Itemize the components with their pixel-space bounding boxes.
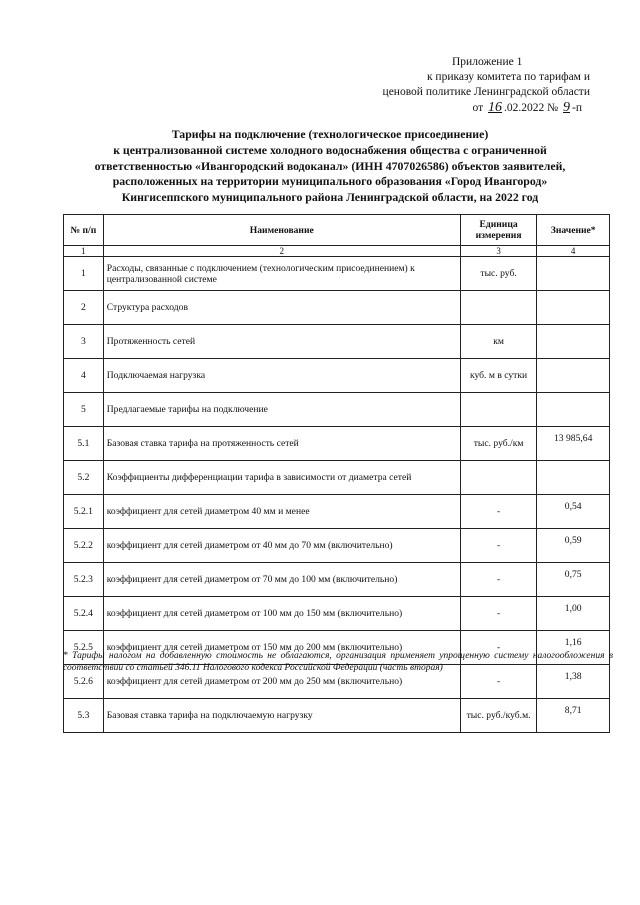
- row-value: 1,00: [537, 597, 610, 631]
- footnote: * Тарифы налогом на добавленную стоимость не облагаются, организация применяет упрощенную систему налогообложения в соответствии со статьей 346.11 Налогового кодекса Российской Федерации (часть вторая): [63, 651, 613, 673]
- row-name: Предлагаемые тарифы на подключение: [103, 393, 460, 427]
- appendix-order-line: к приказу комитета по тарифам и: [426, 71, 590, 83]
- row-value: 0,75: [537, 563, 610, 597]
- appendix-title: Приложение 1: [452, 56, 523, 68]
- order-number: 9: [563, 100, 571, 115]
- header-num: № п/п: [64, 215, 104, 246]
- row-unit: тыс. руб./км: [460, 427, 537, 461]
- row-num: 5.3: [64, 699, 104, 733]
- row-unit: [460, 393, 537, 427]
- row-num: 1: [64, 257, 104, 291]
- row-num: 3: [64, 325, 104, 359]
- row-unit: [460, 461, 537, 495]
- row-value: 0,59: [537, 529, 610, 563]
- table-row: [64, 563, 610, 597]
- header-unit: Единица измерения: [460, 215, 537, 246]
- row-value: [537, 359, 610, 393]
- table-header-row: [64, 215, 610, 246]
- column-number-row: [64, 246, 610, 257]
- row-name: Коэффициенты дифференциации тарифа в зависимости от диаметра сетей: [103, 461, 460, 495]
- table-row: [64, 325, 610, 359]
- row-num: 5.2.2: [64, 529, 104, 563]
- row-num: 5: [64, 393, 104, 427]
- row-num: 5.2.5: [64, 631, 104, 665]
- row-unit: -: [460, 563, 537, 597]
- row-name: коэффициент для сетей диаметром от 150 мм до 200 мм (включительно): [103, 631, 460, 665]
- title-line-2: к централизованной системе холодного водоснабжения общества с ограниченной: [113, 142, 547, 157]
- row-num: 5.2.4: [64, 597, 104, 631]
- table-row: [64, 461, 610, 495]
- col-number-1: 1: [64, 246, 104, 257]
- title-line-1: Тарифы на подключение (технологическое присоединение): [171, 127, 489, 141]
- row-unit: -: [460, 631, 537, 665]
- row-num: 5.2.1: [64, 495, 104, 529]
- row-unit: куб. м в сутки: [460, 359, 537, 393]
- row-value: [537, 393, 610, 427]
- row-unit: -: [460, 495, 537, 529]
- table-row: [64, 597, 610, 631]
- row-num: 5.2: [64, 461, 104, 495]
- appendix-date-line: [360, 100, 590, 116]
- row-value: 8,71: [537, 699, 610, 733]
- row-num: 5.2.3: [64, 563, 104, 597]
- row-value: 0,54: [537, 495, 610, 529]
- row-unit: тыс. руб.: [460, 257, 537, 291]
- row-value: 1,38: [537, 665, 610, 699]
- table-row: [64, 495, 610, 529]
- table-row: [64, 427, 610, 461]
- row-value: [537, 257, 610, 291]
- header-value: Значение*: [537, 215, 610, 246]
- row-name: коэффициент для сетей диаметром от 40 мм до 70 мм (включительно): [103, 529, 460, 563]
- row-name: коэффициент для сетей диаметром от 100 мм до 150 мм (включительно): [103, 597, 460, 631]
- row-num: 4: [64, 359, 104, 393]
- table-row: [64, 257, 610, 291]
- number-suffix: -п: [572, 102, 582, 114]
- row-name: Структура расходов: [103, 291, 460, 325]
- row-value: 1,16: [537, 631, 610, 665]
- table-row: [64, 529, 610, 563]
- table-row: [64, 291, 610, 325]
- row-value: [537, 291, 610, 325]
- row-name: Протяженность сетей: [103, 325, 460, 359]
- row-unit: км: [460, 325, 537, 359]
- row-num: 5.1: [64, 427, 104, 461]
- date-day: 16: [488, 100, 503, 115]
- row-name: Базовая ставка тарифа на подключаемую нагрузку: [103, 699, 460, 733]
- row-unit: [460, 291, 537, 325]
- table-row: [64, 393, 610, 427]
- table-row: [64, 699, 610, 733]
- appendix-block: [360, 55, 590, 116]
- row-unit: -: [460, 597, 537, 631]
- row-name: Подключаемая нагрузка: [103, 359, 460, 393]
- table-row: [64, 359, 610, 393]
- appendix-committee-line: ценовой политике Ленинградской области: [382, 86, 590, 98]
- date-prefix: от: [472, 102, 484, 114]
- col-number-4: 4: [537, 246, 610, 257]
- row-name: коэффициент для сетей диаметром от 200 мм до 250 мм (включительно): [103, 665, 460, 699]
- date-rest: .02.2022 №: [504, 102, 559, 114]
- row-value: 13 985,64: [537, 427, 610, 461]
- row-value: [537, 461, 610, 495]
- row-unit: -: [460, 665, 537, 699]
- row-name: Расходы, связанные с подключением (технологическим присоединением) к централизованной системе: [103, 257, 460, 291]
- header-name: Наименование: [103, 215, 460, 246]
- row-name: Базовая ставка тарифа на протяженность сетей: [103, 427, 460, 461]
- row-unit: -: [460, 529, 537, 563]
- row-name: коэффициент для сетей диаметром 40 мм и менее: [103, 495, 460, 529]
- row-value: [537, 325, 610, 359]
- title-line-4: расположенных на территории муниципального образования «Город Ивангород»: [112, 174, 548, 189]
- document-title: [70, 127, 590, 206]
- row-num: 5.2.6: [64, 665, 104, 699]
- title-line-3: ответственностью «Ивангородский водоканал» (ИНН 4707026586) объектов заявителей,: [94, 158, 566, 173]
- col-number-3: 3: [460, 246, 537, 257]
- row-unit: тыс. руб./куб.м.: [460, 699, 537, 733]
- row-num: 2: [64, 291, 104, 325]
- col-number-2: 2: [103, 246, 460, 257]
- title-line-5: Кингисеппского муниципального района Ленинградской области, на 2022 год: [121, 190, 539, 205]
- row-name: коэффициент для сетей диаметром от 70 мм до 100 мм (включительно): [103, 563, 460, 597]
